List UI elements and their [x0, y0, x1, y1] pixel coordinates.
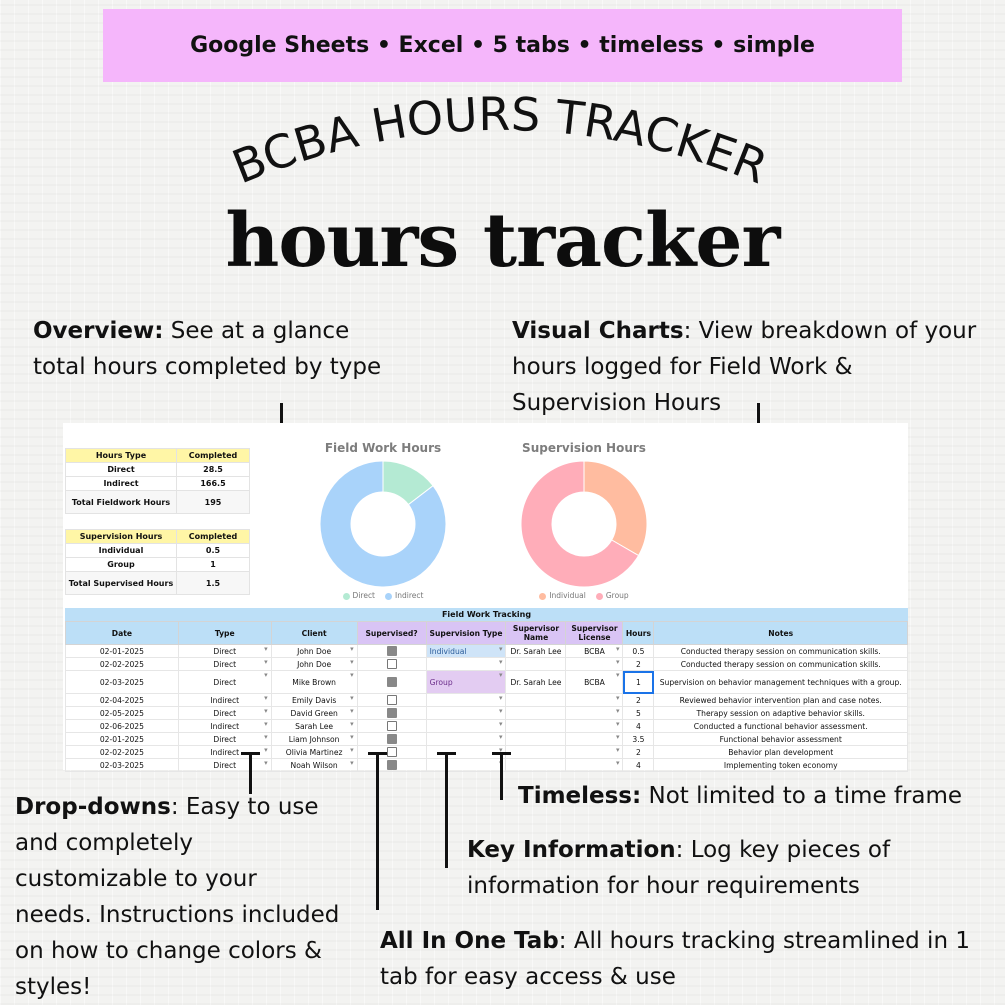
table-row[interactable]: [66, 707, 908, 720]
hours-cell[interactable]: 4: [623, 759, 654, 772]
supervised-cell[interactable]: [357, 645, 426, 658]
license-cell[interactable]: BCBA ▾: [566, 671, 623, 694]
supervised-checkbox[interactable]: [387, 708, 397, 718]
license-cell[interactable]: [566, 746, 623, 759]
notes-cell[interactable]: Supervision on behavior management techniques with a group.: [654, 671, 908, 694]
supervised-cell[interactable]: [357, 733, 426, 746]
fieldwork-summary-table: Hours Type Completed Direct 28.5 Indirect 166.5 Total Fieldwork Hours 195: [65, 448, 250, 514]
allinone-callout: All In One Tab: All hours tracking streamlined in 1 tab for easy access & use: [380, 928, 970, 990]
sname-cell[interactable]: Dr. Sarah Lee: [506, 671, 566, 694]
svg-text:BCBA HOURS TRACKER: BCBA HOURS TRACKER: [225, 86, 775, 195]
stype-cell[interactable]: [426, 733, 506, 746]
client-cell[interactable]: John Doe ▾: [271, 658, 357, 671]
supervised-checkbox[interactable]: [387, 747, 397, 757]
date-cell[interactable]: 02-03-2025: [66, 759, 179, 772]
supervised-checkbox[interactable]: [387, 659, 397, 669]
supervised-checkbox[interactable]: [387, 695, 397, 705]
table-row[interactable]: [66, 694, 908, 707]
column-header: Supervision Type: [426, 622, 506, 645]
type-cell[interactable]: Direct ▾: [178, 671, 271, 694]
client-cell[interactable]: Mike Brown ▾: [271, 671, 357, 694]
date-cell[interactable]: 02-05-2025: [66, 707, 179, 720]
column-header: Supervised?: [357, 622, 426, 645]
key-info-pointer: [445, 752, 448, 868]
table-row[interactable]: [66, 720, 908, 733]
hours-cell[interactable]: 5: [623, 707, 654, 720]
license-cell[interactable]: [566, 694, 623, 707]
hours-cell[interactable]: 2: [623, 746, 654, 759]
stype-cell[interactable]: Group ▾: [426, 671, 506, 694]
fieldwork-tracking-table: [65, 621, 908, 772]
supervision-donut-chart: [519, 459, 649, 589]
supervised-cell[interactable]: [357, 759, 426, 772]
license-cell[interactable]: BCBA ▾: [566, 645, 623, 658]
fieldwork-donut-chart: [318, 459, 448, 589]
hours-cell[interactable]: 3.5: [623, 733, 654, 746]
supervision-legend: Individual Group: [499, 591, 669, 600]
date-cell[interactable]: 02-01-2025: [66, 645, 179, 658]
supervised-checkbox[interactable]: [387, 760, 397, 770]
key-info-pointer-tick: [437, 752, 456, 755]
key-info-callout: Key Information: Log key pieces of information for hour requirements: [467, 837, 891, 899]
spreadsheet-preview: [63, 423, 908, 770]
stype-cell[interactable]: [426, 694, 506, 707]
sname-cell[interactable]: [506, 733, 566, 746]
sname-cell[interactable]: [506, 759, 566, 772]
license-cell[interactable]: [566, 707, 623, 720]
column-header: Hours: [623, 622, 654, 645]
date-cell[interactable]: 02-04-2025: [66, 694, 179, 707]
allinone-pointer-tick: [368, 752, 387, 755]
notes-cell[interactable]: Conducted therapy session on communication skills.: [654, 645, 908, 658]
dropdowns-callout: Drop-downs: Easy to use and completely customizable to your needs. Instructions included on how to change colors & styles!: [15, 794, 340, 1000]
client-cell[interactable]: John Doe ▾: [271, 645, 357, 658]
column-header: Supervisor Name: [506, 622, 566, 645]
dropdowns-pointer-tick: [241, 752, 260, 755]
stype-cell[interactable]: [426, 658, 506, 671]
supervised-cell[interactable]: [357, 671, 426, 694]
overview-callout: Overview: See at a glance total hours completed by type: [33, 318, 382, 380]
visual-charts-callout: Visual Charts: View breakdown of your hours logged for Field Work & Supervision Hours: [512, 318, 977, 416]
table-row[interactable]: [66, 759, 908, 772]
license-cell[interactable]: [566, 720, 623, 733]
license-cell[interactable]: [566, 658, 623, 671]
timeless-callout: Timeless: Not limited to a time frame: [518, 783, 963, 809]
main-title: hours tracker: [225, 198, 780, 284]
allinone-pointer: [376, 752, 379, 910]
type-cell[interactable]: Direct ▾: [178, 645, 271, 658]
stype-cell[interactable]: Individual ▾: [426, 645, 506, 658]
hours-cell[interactable]: 2: [623, 658, 654, 671]
notes-cell[interactable]: Implementing token economy: [654, 759, 908, 772]
supervised-checkbox[interactable]: [387, 677, 397, 687]
stype-cell[interactable]: [426, 707, 506, 720]
client-cell[interactable]: Liam Johnson ▾: [271, 733, 357, 746]
sname-cell[interactable]: [506, 658, 566, 671]
supervision-summary-table: Supervision Hours Completed Individual 0.5 Group 1 Total Supervised Hours 1.5: [65, 529, 250, 595]
feature-banner: Google Sheets • Excel • 5 tabs • timeless • simple: [103, 9, 902, 82]
type-cell[interactable]: Indirect ▾: [178, 720, 271, 733]
supervised-cell[interactable]: [357, 694, 426, 707]
supervised-checkbox[interactable]: [387, 646, 397, 656]
column-header: Type: [178, 622, 271, 645]
type-cell[interactable]: Indirect ▾: [178, 746, 271, 759]
fieldwork-chart-title: Field Work Hours: [324, 441, 442, 455]
stype-cell[interactable]: [426, 759, 506, 772]
date-cell[interactable]: 02-02-2025: [66, 746, 179, 759]
fieldwork-legend: Direct Indirect: [298, 591, 468, 600]
hours-cell[interactable]: 1: [623, 671, 654, 694]
column-header: Date: [66, 622, 179, 645]
timeless-pointer-tick: [492, 752, 511, 755]
supervised-cell[interactable]: [357, 658, 426, 671]
supervised-cell[interactable]: [357, 720, 426, 733]
table-row[interactable]: [66, 671, 908, 694]
table-row[interactable]: [66, 733, 908, 746]
sname-cell[interactable]: Dr. Sarah Lee: [506, 645, 566, 658]
supervision-chart-title: Supervision Hours: [522, 441, 646, 455]
supervised-checkbox[interactable]: [387, 721, 397, 731]
table-row[interactable]: [66, 658, 908, 671]
dropdowns-pointer: [249, 752, 252, 794]
table-row[interactable]: [66, 746, 908, 759]
column-header: Client: [271, 622, 357, 645]
supervised-checkbox[interactable]: [387, 734, 397, 744]
hours-cell[interactable]: 2: [623, 694, 654, 707]
date-cell[interactable]: 02-06-2025: [66, 720, 179, 733]
sname-cell[interactable]: [506, 720, 566, 733]
tracking-title: Field Work Tracking: [65, 608, 908, 621]
type-cell[interactable]: Direct ▾: [178, 733, 271, 746]
notes-cell[interactable]: Behavior plan development: [654, 746, 908, 759]
client-cell[interactable]: Emily Davis ▾: [271, 694, 357, 707]
notes-cell[interactable]: Conducted a functional behavior assessment.: [654, 720, 908, 733]
column-header: Notes: [654, 622, 908, 645]
column-header: Supervisor License: [566, 622, 623, 645]
client-cell[interactable]: David Green ▾: [271, 707, 357, 720]
stype-cell[interactable]: [426, 720, 506, 733]
client-cell[interactable]: Olivia Martinez ▾: [271, 746, 357, 759]
table-row[interactable]: [66, 645, 908, 658]
supervision-slice-0: [584, 461, 647, 556]
client-cell[interactable]: Noah Wilson ▾: [271, 759, 357, 772]
sname-cell[interactable]: [506, 707, 566, 720]
timeless-pointer: [500, 752, 503, 800]
notes-cell[interactable]: Functional behavior assessment: [654, 733, 908, 746]
license-cell[interactable]: [566, 733, 623, 746]
date-cell[interactable]: 02-02-2025: [66, 658, 179, 671]
hours-cell[interactable]: 0.5: [623, 645, 654, 658]
date-cell[interactable]: 02-03-2025: [66, 671, 179, 694]
date-cell[interactable]: 02-01-2025: [66, 733, 179, 746]
notes-cell[interactable]: Therapy session on adaptive behavior skills.: [654, 707, 908, 720]
type-cell[interactable]: Direct ▾: [178, 759, 271, 772]
client-cell[interactable]: Sarah Lee ▾: [271, 720, 357, 733]
license-cell[interactable]: [566, 759, 623, 772]
notes-cell[interactable]: Reviewed behavior intervention plan and case notes.: [654, 694, 908, 707]
supervised-cell[interactable]: [357, 707, 426, 720]
type-cell[interactable]: Direct ▾: [178, 707, 271, 720]
notes-cell[interactable]: Conducted therapy session on communication skills.: [654, 658, 908, 671]
sname-cell[interactable]: [506, 694, 566, 707]
type-cell[interactable]: Direct ▾: [178, 658, 271, 671]
sname-cell[interactable]: [506, 746, 566, 759]
hours-cell[interactable]: 4: [623, 720, 654, 733]
type-cell[interactable]: Indirect ▾: [178, 694, 271, 707]
